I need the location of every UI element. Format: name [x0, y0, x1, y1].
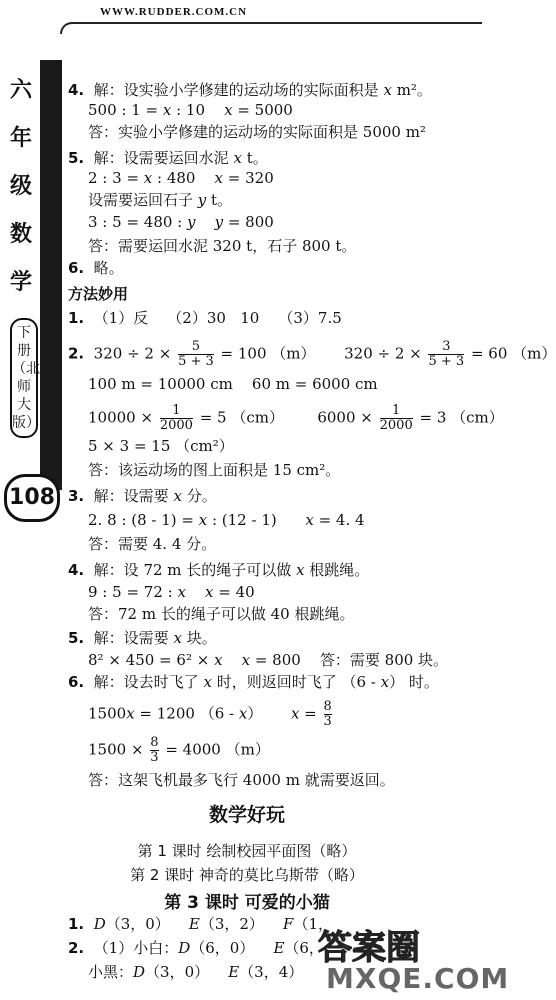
page-number: 108 — [4, 474, 60, 522]
text-run: = 800 答：需要 800 块。 — [250, 651, 449, 669]
text-run: = 800 — [223, 213, 274, 231]
fraction-numerator: 8 — [150, 735, 159, 750]
text-run: x — [203, 673, 212, 691]
answer-line — [88, 122, 426, 142]
text-run — [223, 651, 242, 669]
fraction — [324, 700, 332, 729]
answer-line — [88, 460, 340, 480]
text-run: 答：这架飞机最多飞行 4000 m 就需要返回。 — [88, 771, 395, 789]
coordinate-line — [68, 914, 333, 934]
answer-line — [88, 534, 216, 554]
text-run: = 60 （m） — [466, 344, 556, 363]
text-run: x — [126, 704, 135, 723]
text-run: （6，0） — [190, 939, 274, 957]
text-run: 2. 8 : (8 - 1) = — [88, 511, 199, 529]
text-run: x — [233, 149, 242, 167]
text-run — [196, 213, 215, 231]
text-run: ） — [247, 704, 291, 723]
text-run: y — [197, 191, 207, 209]
text-run: （3，0） — [145, 963, 229, 981]
text-run: x — [224, 101, 233, 119]
fraction — [380, 404, 413, 433]
text-run: 2. — [68, 939, 85, 957]
text-run: 3 : 5 = 480 : — [88, 213, 188, 231]
text-run: 分。 — [181, 487, 217, 505]
answer-line — [88, 436, 234, 456]
section-title: 数学好玩 — [208, 804, 285, 826]
text-run: 1500 — [88, 704, 127, 723]
lesson-3: 第 3 课时 可爱的小猫 — [164, 893, 330, 913]
watermark-line2: MXQE.COM — [326, 962, 510, 995]
text-run: x — [296, 561, 305, 579]
text-run: D — [93, 915, 106, 933]
text-run: x — [380, 673, 390, 691]
text-run: （3，4） — [239, 963, 304, 981]
text-run: ） 时。 — [389, 673, 439, 691]
text-run: 解：设 72 m 长的绳子可以做 — [84, 561, 297, 579]
text-run: 答：实验小学修建的运动场的实际面积是 5000 m² — [88, 123, 426, 141]
text-run: E — [273, 939, 285, 957]
text-run: 4. — [68, 561, 85, 579]
text-run: 1. — [68, 915, 85, 933]
answer-line — [88, 582, 255, 602]
sidebar-grade — [4, 66, 38, 306]
text-run: = 3 （cm） — [414, 408, 504, 427]
text-run — [186, 583, 205, 601]
fraction-numerator: 8 — [323, 699, 332, 714]
answer-line — [68, 672, 439, 692]
text-run: = — [299, 704, 322, 723]
text-run: 2. — [68, 344, 85, 363]
text-run: = 320 — [223, 169, 274, 187]
fraction-denominator: 2000 — [159, 418, 193, 433]
fraction-numerator: 1 — [172, 403, 181, 418]
answer-line — [88, 510, 365, 530]
text-run: 根跳绳。 — [304, 561, 370, 579]
fraction-numerator: 3 — [442, 339, 451, 354]
text-run: = 1200 （6 - — [134, 704, 239, 723]
volume-label: 下册（北师大版） — [10, 318, 38, 438]
fraction — [150, 736, 158, 765]
text-run: x — [214, 651, 223, 669]
text-run: （3，2） — [199, 915, 284, 933]
fraction-numerator: 1 — [392, 403, 401, 418]
text-run: : 480 — [152, 169, 215, 187]
text-run: = 40 — [213, 583, 255, 601]
text-run: 方法妙用 — [68, 285, 129, 303]
text-run: 设需要运回石子 — [88, 191, 198, 209]
text-run: D — [133, 963, 146, 981]
text-run: x — [143, 169, 153, 187]
text-run: 解：设实验小学修建的运动场的实际面积是 — [84, 81, 384, 99]
answer-line — [68, 284, 128, 304]
text-run: 10000 × — [88, 408, 158, 427]
answer-line — [68, 148, 268, 168]
grade-char: 年 — [9, 125, 32, 151]
answer-line — [88, 212, 274, 232]
answer-line — [68, 258, 124, 278]
text-run: x — [173, 487, 182, 505]
fraction-denominator: 5 + 3 — [428, 354, 465, 369]
answer-line — [88, 168, 274, 188]
coordinate-line — [68, 938, 324, 958]
text-run: 3. — [68, 487, 85, 505]
text-run: 略。 — [84, 259, 124, 277]
grade-char: 六 — [9, 77, 32, 103]
text-run: y — [214, 213, 224, 231]
text-run: （3，0） — [105, 915, 189, 933]
text-run: x — [238, 704, 248, 723]
text-run — [84, 915, 94, 933]
text-run: 6. — [68, 673, 85, 691]
coordinate-line — [88, 962, 303, 982]
fraction-denominator: 3 — [150, 750, 159, 765]
text-run: x — [177, 583, 186, 601]
text-run: t。 — [206, 191, 233, 209]
text-run: : (12 - 1) — [207, 511, 306, 529]
text-run: 小黑： — [88, 963, 134, 981]
text-run: 9 : 5 = 72 : — [88, 583, 178, 601]
answer-line — [88, 700, 334, 729]
text-run: y — [187, 213, 196, 231]
text-run: x — [214, 169, 224, 187]
text-run: 答：需要运回水泥 320 t，石子 800 t。 — [88, 237, 357, 255]
text-run: = 4000 （m） — [160, 740, 270, 759]
text-run: 100 m = 10000 cm 60 m = 6000 cm — [88, 375, 378, 393]
text-run: = 100 （m） 320 ÷ 2 × — [215, 344, 427, 363]
text-run: x — [198, 511, 208, 529]
text-run: 4. — [68, 81, 85, 99]
text-run: （1， — [293, 915, 333, 933]
header-url: WWW.RUDDER.COM.CN — [100, 6, 248, 18]
text-run: t。 — [241, 149, 268, 167]
answer-line — [88, 604, 354, 624]
text-run: 500 : 1 = — [88, 101, 163, 119]
text-run: 5 × 3 = 15 （cm²） — [88, 437, 234, 455]
text-run: （1）小白： — [84, 939, 179, 957]
text-run: m²。 — [391, 81, 432, 99]
text-run: x — [290, 704, 300, 723]
text-run: 5. — [68, 149, 85, 167]
text-run: 解：设去时飞了 — [84, 673, 204, 691]
text-run: 1500 × — [88, 740, 149, 759]
fraction — [178, 340, 214, 369]
answer-line — [88, 736, 270, 765]
answer-line — [68, 560, 369, 580]
fraction — [160, 404, 193, 433]
text-run: = 4. 4 — [313, 511, 365, 529]
text-run: 8² × 450 = 6² × — [88, 651, 215, 669]
fraction-numerator: 5 — [191, 339, 201, 354]
answer-line — [68, 80, 432, 100]
text-run: 5. — [68, 629, 85, 647]
sidebar-bar — [40, 60, 62, 490]
header-rule — [60, 22, 482, 34]
answer-line — [88, 236, 356, 256]
text-run: 1. — [68, 309, 85, 327]
text-run: 解：设需要运回水泥 — [84, 149, 234, 167]
answer-line — [88, 190, 232, 210]
text-run: 时，则返回时飞了 （6 - — [211, 673, 381, 691]
watermark-logo — [318, 920, 510, 996]
grade-char: 数 — [9, 221, 32, 247]
answer-line — [88, 770, 395, 790]
answer-line — [68, 340, 556, 369]
text-run: F — [283, 915, 294, 933]
text-run: x — [305, 511, 314, 529]
text-run: : 10 — [171, 101, 225, 119]
fraction-denominator: 3 — [323, 714, 332, 729]
text-run: 解：设需要 — [84, 629, 174, 647]
text-run: 2 : 3 = — [88, 169, 144, 187]
text-run: = 5000 — [232, 101, 293, 119]
answer-line — [88, 650, 448, 670]
text-run: E — [188, 915, 200, 933]
answer-line — [68, 308, 342, 328]
answer-line — [68, 628, 217, 648]
text-run: 6. — [68, 259, 85, 277]
text-run: 解：设需要 — [84, 487, 174, 505]
text-run: x — [241, 651, 251, 669]
text-run: 320 ÷ 2 × — [84, 344, 177, 363]
watermark-line1: 答案圈 — [318, 928, 420, 968]
text-run: 答：需要 4. 4 分。 — [88, 535, 217, 553]
answer-line — [88, 374, 378, 394]
answer-line — [88, 100, 293, 120]
text-run: D — [178, 939, 191, 957]
grade-char: 学 — [9, 269, 32, 295]
text-run: 答：该运动场的图上面积是 15 cm²。 — [88, 461, 341, 479]
answer-line — [68, 486, 217, 506]
text-run: x — [173, 629, 182, 647]
sidebar — [0, 60, 62, 500]
answer-line — [88, 404, 504, 433]
text-run: = 5 （cm） 6000 × — [194, 408, 378, 427]
text-run: （6， — [284, 939, 324, 957]
lesson-1: 第 1 课时 绘制校园平面图（略） — [137, 842, 357, 860]
grade-char: 级 — [9, 173, 32, 199]
text-run: x — [383, 81, 392, 99]
text-run: 答：72 m 长的绳子可以做 40 根跳绳。 — [88, 605, 355, 623]
text-run: x — [205, 583, 214, 601]
text-run: E — [228, 963, 240, 981]
lesson-2: 第 2 课时 神奇的莫比乌斯带（略） — [130, 866, 364, 884]
fraction-denominator: 2000 — [379, 418, 413, 433]
fraction-denominator: 5 + 3 — [178, 354, 214, 369]
text-run: 块。 — [181, 629, 217, 647]
text-run: x — [162, 101, 172, 119]
text-run: （1）反 （2）30 10 （3）7.5 — [84, 309, 342, 327]
fraction — [428, 340, 464, 369]
